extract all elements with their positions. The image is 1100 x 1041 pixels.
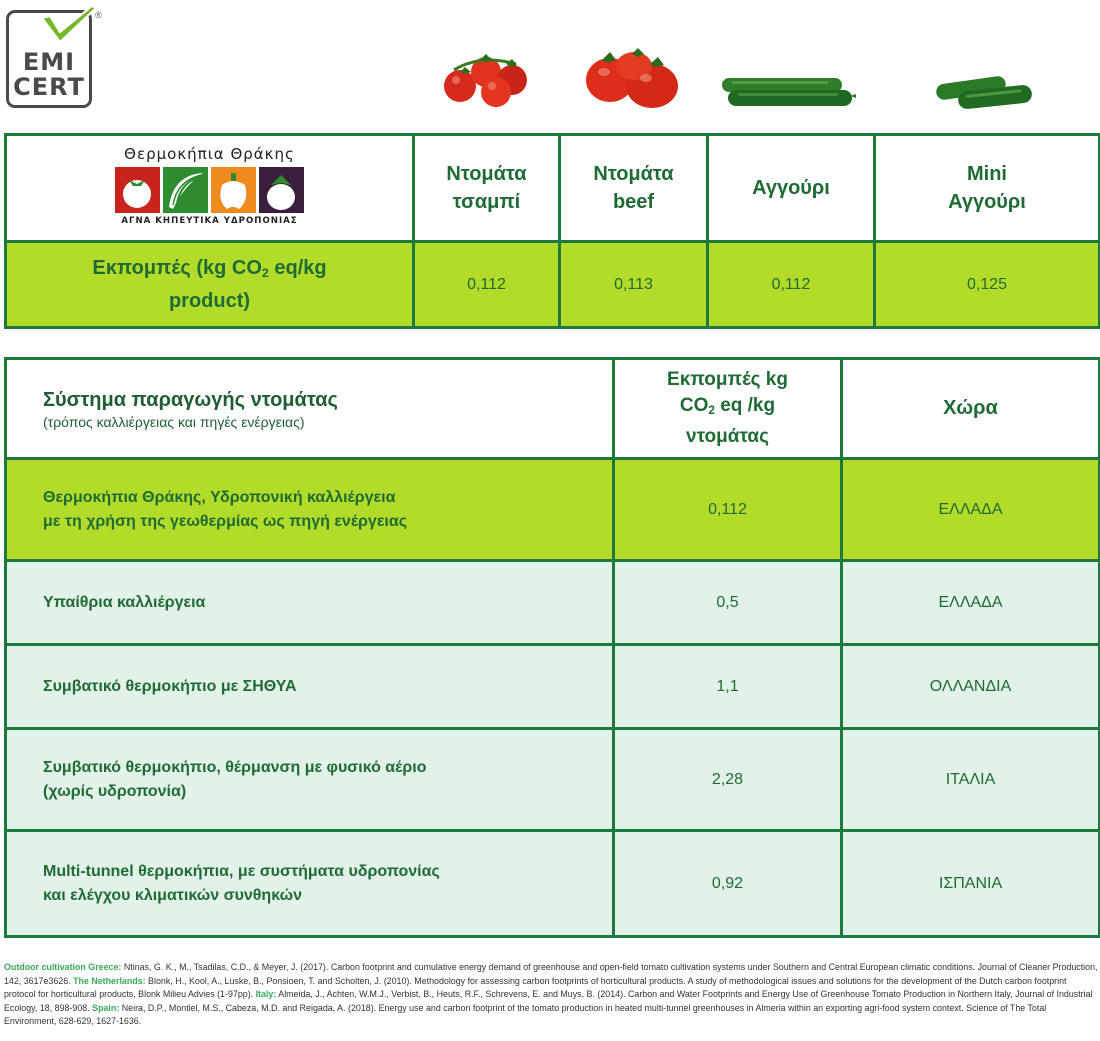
header-line: Αγγούρι: [752, 177, 830, 199]
emicert-logo-line1: EMI: [22, 48, 76, 76]
system-country: ΕΛΛΑΔΑ: [842, 459, 1100, 561]
thermokipia-thrakis-logo: [110, 145, 310, 227]
table-row: [6, 729, 1100, 831]
cucumber-tile-icon: [163, 167, 208, 213]
eggplant-tile-icon: [259, 167, 304, 213]
thermokipia-logo-name: Θερμοκήπια Θράκης: [124, 145, 295, 163]
emissions-row-label: [6, 242, 414, 328]
reference-text: Ntinas, G. K., M., Tsadilas, C.D., & Meyer, J. (2017). Carbon footprint and cumulative energy demand of greenhouse and open-field tomato cultivation systems under Southern and Central European climatic conditions. Journal of Cleaner Production, 142, 3617e3626.: [4, 962, 1098, 986]
value-mini-cucumber: 0,125: [875, 242, 1100, 328]
header-cucumber: [708, 135, 875, 242]
label-part: eq/kg: [268, 256, 327, 279]
header-line: [615, 393, 840, 424]
header-line: Ντομάτα: [446, 163, 527, 185]
system-emissions-value: 2,28: [614, 729, 842, 831]
system-label: [6, 459, 614, 561]
tomato-tile-icon: [115, 167, 160, 213]
header-country: Χώρα: [842, 359, 1100, 459]
header-tomato-cluster: [414, 135, 560, 242]
system-label: [6, 645, 614, 729]
header-system: [6, 359, 614, 459]
system-emissions-value: 0,5: [614, 561, 842, 645]
header-line: Mini: [967, 163, 1007, 185]
system-country: ΕΛΛΑΔΑ: [842, 561, 1100, 645]
label-part: Εκπομπές (kg CO: [92, 256, 262, 279]
emissions-label-line1: [7, 254, 412, 287]
system-label-line: με τη χρήση της γεωθερμίας ως πηγή ενέργειας: [43, 512, 408, 530]
system-label-line: Συμβατικό θερμοκήπιο με ΣΗΘΥΑ: [43, 677, 297, 695]
reference-label: The Netherlands:: [73, 975, 146, 986]
reference-text: Almeida, J., Achten, W.M.J., Verbist, B., Heuts, R.F., Schrevens, E. and Muys, B. (2014). Carbon and Water Footprints and Energy Use of Greenhouse Tomato Production in Northern Italy, Journal of Industrial Ecology, 18, 898-908.: [4, 989, 1093, 1013]
reference-text: Neira, D.P., Montiel, M.S., Cabeza, M.D. and Reigada, A. (2018). Energy use and carbon footprint of the tomato production in heated multi-tunnel greenhouses in Almeria within an exporting agri-food system context. Science of The Total Environment, 628-629, 1627-1636.: [4, 1002, 1047, 1027]
emissions-row: [6, 242, 1100, 328]
system-label-line: Υπαίθρια καλλιέργεια: [43, 593, 206, 611]
header-tomato-beef: [560, 135, 708, 242]
reference-text: Blonk, H., Kool, A., Luske, B., Ponsioen, T. and Scholten, J. (2010). Methodology for assessing carbon footprints of horticultural products. A study of methodological issues and solutions for the development of the Dutch carbon footprint protocol for horticultural products, Blonk Milieu Advies (1-97pp).: [4, 975, 1067, 1000]
value-tomato-beef: 0,113: [560, 242, 708, 328]
registered-mark: ®: [95, 10, 102, 20]
header-line: beef: [612, 191, 655, 213]
system-label: [6, 831, 614, 937]
system-country: ΟΛΛΑΝΔΙΑ: [842, 645, 1100, 729]
system-label-line: Θερμοκήπια Θράκης, Υδροπονική καλλιέργεια: [43, 488, 396, 506]
table-row: [6, 831, 1100, 937]
label-subscript: 2: [261, 266, 269, 281]
product-header-row: [6, 135, 1100, 242]
header-line: τσαμπί: [452, 191, 521, 213]
system-country: ΙΤΑΛΙΑ: [842, 729, 1100, 831]
thermokipia-logo-tagline: ΑΓΝΑ ΚΗΠΕΥΤΙΚΑ ΥΔΡΟΠΟΝΙΑΣ: [121, 216, 298, 226]
beef-tomato-icon: [582, 48, 682, 110]
reference-label: Italy:: [255, 989, 277, 1000]
header-part: CO: [679, 395, 709, 417]
reference-label: Outdoor cultivation Greece:: [4, 962, 122, 972]
tomato-cluster-icon: [440, 52, 532, 108]
system-country: ΙΣΠΑΝΙΑ: [842, 831, 1100, 937]
value-tomato-cluster: 0,112: [414, 242, 560, 328]
systems-header-row: [6, 359, 1100, 459]
product-emissions-table: [4, 133, 1100, 329]
thermokipia-logo-tiles: [110, 167, 310, 213]
system-label: [6, 561, 614, 645]
system-label-line: Multi-tunnel θερμοκήπια, με συστήματα υδροπονίας: [43, 862, 440, 880]
header-mini-cucumber: [875, 135, 1100, 242]
pepper-tile-icon: [211, 167, 256, 213]
system-label: [6, 729, 614, 831]
references: [4, 961, 1098, 1029]
system-label-line: (χωρίς υδροπονία): [43, 782, 187, 800]
emicert-logo: [6, 10, 102, 110]
header-system-subtitle: (τρόπος καλλιέργειας και πηγές ενέργειας): [43, 413, 305, 430]
header-line: Εκπομπές kg: [667, 369, 788, 391]
cucumber-icon: [718, 74, 858, 110]
emicert-logo-line2: CERT: [13, 73, 85, 101]
header-subscript: 2: [708, 403, 715, 417]
value-cucumber: 0,112: [708, 242, 875, 328]
header-line: ντομάτας: [686, 425, 769, 447]
emissions-label-line2: product): [168, 290, 251, 313]
table-row: [6, 645, 1100, 729]
header-emissions: [614, 359, 842, 459]
header-line: Ντομάτα: [593, 163, 674, 185]
thermokipia-logo-cell: [6, 135, 414, 242]
system-emissions-value: 0,92: [614, 831, 842, 937]
table-row: [6, 459, 1100, 561]
header-line: Αγγούρι: [948, 191, 1026, 213]
system-label-line: Συμβατικό θερμοκήπιο, θέρμανση με φυσικό αέριο: [43, 758, 427, 776]
emicert-logo-text: [12, 50, 86, 100]
production-systems-table: [4, 357, 1100, 938]
header-part: eq /kg: [714, 395, 776, 417]
mini-cucumber-icon: [934, 76, 1034, 110]
system-emissions-value: 1,1: [614, 645, 842, 729]
header-system-title: Σύστημα παραγωγής ντομάτας: [43, 388, 338, 411]
reference-label: Spain:: [92, 1002, 120, 1013]
table-row: [6, 561, 1100, 645]
system-label-line: και ελέγχου κλιματικών συνθηκών: [43, 886, 302, 904]
system-emissions-value: 0,112: [614, 459, 842, 561]
check-mark-icon: [38, 6, 100, 50]
